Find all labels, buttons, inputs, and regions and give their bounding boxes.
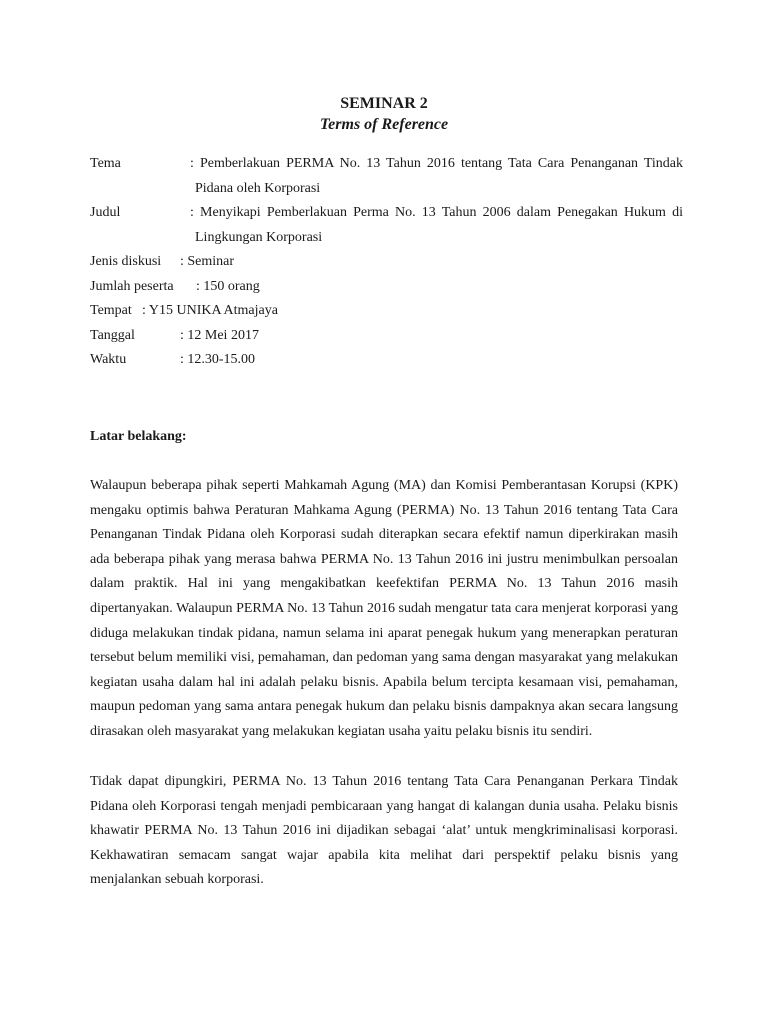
meta-label: Tempat — [90, 303, 132, 318]
meta-value: : 150 orang — [196, 279, 260, 294]
meta-value: : Y15 UNIKA Atmajaya — [142, 303, 278, 318]
meta-label: Judul — [90, 205, 121, 220]
section-heading: Latar belakang: — [90, 429, 187, 444]
meta-label: Tema — [90, 156, 121, 171]
meta-value: : Pemberlakuan PERMA No. 13 Tahun 2016 tentang Tata Cara Penanganan Tindak Pidana oleh Korporasi — [190, 156, 683, 196]
meta-label: Waktu — [90, 352, 127, 367]
meta-value: : 12.30-15.00 — [180, 352, 256, 367]
meta-label: Jenis diskusi — [90, 254, 162, 269]
meta-value: : Menyikapi Pemberlakuan Perma No. 13 Tahun 2006 dalam Penegakan Hukum di Lingkungan Korporasi — [190, 205, 683, 245]
meta-label: Jumlah peserta — [90, 279, 174, 294]
meta-label: Tanggal — [90, 328, 135, 343]
document-title: SEMINAR 2 — [340, 95, 428, 112]
paragraph-2: Tidak dapat dipungkiri, PERMA No. 13 Tahun 2016 tentang Tata Cara Penanganan Perkara Tindak Pidana oleh Korporasi tengah menjadi pembicaraan yang hangat di kalangan dunia usaha. Pelaku bisnis khawatir PERMA No. 13 Tahun 2016 ini dijadikan sebagai ‘alat’ untuk mengkriminalisasi korporasi. Kekhawatiran semacam sangat wajar apabila kita melihat dari perspektif pelaku bisnis yang menjalankan sebuah korporasi. — [90, 774, 678, 888]
meta-value: : 12 Mei 2017 — [180, 328, 259, 343]
meta-value: : Seminar — [180, 254, 235, 269]
document-subtitle: Terms of Reference — [319, 116, 449, 133]
paragraph-1: Walaupun beberapa pihak seperti Mahkamah Agung (MA) dan Komisi Pemberantasan Korupsi (KPK) mengaku optimis bahwa Peraturan Mahkama Agung (PERMA) No. 13 Tahun 2016 tentang Tata Cara Penanganan Tindak Pidana oleh Korporasi sudah diterapkan secara efektif namun diperkirakan masih ada beberapa pihak yang merasa bahwa PERMA No. 13 Tahun 2016 ini justru menimbulkan persoalan dalam praktik. Hal ini yang mengakibatkan keefektifan PERMA No. 13 Tahun 2016 masih dipertanyakan. Walaupun PERMA No. 13 Tahun 2016 sudah mengatur tata cara menjerat korporasi yang diduga melakukan tindak pidana, namun selama ini aparat penegak hukum yang menerapkan peraturan tersebut belum memiliki visi, pemahaman, dan pedoman yang sama dengan masyarakat yang melakukan kegiatan usaha dalam hal ini adalah pelaku bisnis. Apabila belum tercipta kesamaan visi, pemahaman, maupun pedoman yang sama antara penegak hukum dan pelaku bisnis dampaknya akan secara langsung dirasakan oleh masyarakat yang melakukan kegiatan usaha yaitu pelaku bisnis itu sendiri. — [90, 478, 678, 739]
